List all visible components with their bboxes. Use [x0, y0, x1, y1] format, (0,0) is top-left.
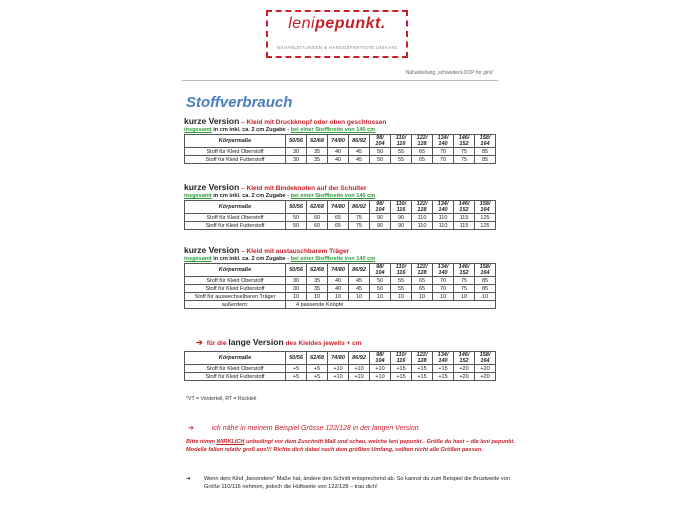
table-cell: 55 [391, 148, 412, 156]
column-header: 74/80 [328, 352, 349, 365]
section-short-snap [184, 116, 524, 164]
table-cell: 30 [286, 285, 307, 293]
table-cell: 45 [349, 285, 370, 293]
column-header: 74/80 [328, 135, 349, 148]
table-row [185, 148, 496, 156]
table-cell: 50 [286, 222, 307, 230]
row-label: Stoff für Kleid Oberstoff [185, 214, 286, 222]
table-cell: 40 [328, 148, 349, 156]
table-cell: 35 [307, 285, 328, 293]
table-cell: 115 [454, 222, 475, 230]
column-header: 50/56 [286, 135, 307, 148]
table-cell: 40 [328, 277, 349, 285]
column-header: 74/80 [328, 264, 349, 277]
column-header: 110/ 116 [391, 352, 412, 365]
column-header: 98/ 104 [370, 352, 391, 365]
table-cell: 90 [391, 222, 412, 230]
table-cell: 85 [475, 156, 496, 164]
row-label: Stoff für Kleid Futterstoff [185, 285, 286, 293]
table-row [185, 214, 496, 222]
table-cell: +20 [475, 365, 496, 373]
table-cell: +20 [454, 365, 475, 373]
table-cell: 85 [475, 148, 496, 156]
column-header: 146/ 152 [454, 135, 475, 148]
section-title: kurze Version – Kleid mit Bindeknoten auf der Schulter [184, 182, 367, 192]
column-header: 62/68 [307, 352, 328, 365]
table-cell: 45 [349, 156, 370, 164]
column-header: 98/ 104 [370, 201, 391, 214]
table-cell: 30 [286, 277, 307, 285]
row-label: Stoff für auswechselbaren Träger [185, 293, 286, 301]
table-row [185, 301, 496, 309]
row-label: Stoff für Kleid Futterstoff [185, 222, 286, 230]
table-cell: 110 [412, 214, 433, 222]
column-header: Körpermaße [185, 201, 286, 214]
table-cell: +10 [349, 365, 370, 373]
table-cell: 50 [370, 285, 391, 293]
table-cell: 85 [475, 277, 496, 285]
column-header: 50/56 [286, 201, 307, 214]
column-header: 146/ 152 [454, 201, 475, 214]
table-row [185, 293, 496, 301]
logo-tagline: NÄHANLEITUNGEN & HANDGEFERTIGTE UNIKATE [276, 45, 398, 50]
column-header: 158/ 164 [475, 135, 496, 148]
section-short-strap [184, 245, 524, 309]
table-cell: 10 [328, 293, 349, 301]
table-cell: 75 [454, 148, 475, 156]
column-header: 86/92 [349, 264, 370, 277]
table-cell: 50 [370, 156, 391, 164]
section-note: insgesamt in cm inkl. ca. 2 cm Zugabe - bei einer Stoffbreite von 140 cm [184, 193, 376, 199]
column-header: 62/68 [307, 135, 328, 148]
row-label: Stoff für Kleid Futterstoff [185, 156, 286, 164]
column-header: 134/ 140 [433, 264, 454, 277]
table-cell: 110 [412, 222, 433, 230]
fabric-table [184, 263, 496, 309]
footnote: *VT = Vorderteil, RT = Rückteil [186, 396, 257, 402]
table-cell: +10 [370, 373, 391, 381]
column-header: 86/92 [349, 352, 370, 365]
table-cell: 75 [349, 222, 370, 230]
table-cell: 90 [370, 214, 391, 222]
arrow-right-icon: ➔ [188, 425, 194, 432]
column-header: 110/ 116 [391, 135, 412, 148]
table-cell: 65 [412, 277, 433, 285]
table-cell: 35 [307, 277, 328, 285]
table-cell: 75 [454, 277, 475, 285]
table-cell: 35 [307, 156, 328, 164]
table-cell: 55 [391, 156, 412, 164]
page-title: Stoffverbrauch [186, 94, 293, 111]
column-header: 62/68 [307, 264, 328, 277]
table-cell: +5 [286, 365, 307, 373]
table-row [185, 373, 496, 381]
column-header: 158/ 164 [475, 264, 496, 277]
table-cell: 35 [307, 148, 328, 156]
table-cell: 125 [475, 214, 496, 222]
table-cell: 60 [307, 214, 328, 222]
table-cell: +15 [391, 365, 412, 373]
row-label: Stoff für Kleid Oberstoff [185, 277, 286, 285]
tip-text: ➔ Wenn dein Kind „besondere“ Maße hat, ändere den Schnitt entsprechend ab. So kannst du zum Beispiel die Brustweite von Größe 110/116 nehmen, jedoch die Hüftweite von 122/128 – trau dich! [186, 476, 510, 490]
table-header-row [185, 352, 496, 365]
column-header: 122/ 128 [412, 201, 433, 214]
fabric-table [184, 200, 496, 230]
table-header-row [185, 201, 496, 214]
column-header: 62/68 [307, 201, 328, 214]
table-cell: +10 [328, 365, 349, 373]
table-cell: +5 [286, 373, 307, 381]
section-note: insgesamt in cm inkl. ca. 2 cm Zugabe - bei einer Stoffbreite von 140 cm [184, 256, 376, 262]
column-header: 110/ 116 [391, 201, 412, 214]
table-cell: 75 [454, 156, 475, 164]
column-header: Körpermaße [185, 352, 286, 365]
warning-text: Bitte nimm WIRKLICH unbedingt vor dem Zuschnitt Maß und schau, welche leni pepunkt.- Größe du hast – die leni pepunkt. Modelle fallen relativ groß aus!!! Richte dich dabei nach dem größten Umfang, sollten nicht alle Größen passen. [186, 439, 515, 453]
section-title: ➔ für die lange Version des Kleides jeweils + cm [196, 337, 362, 347]
arrow-right-icon: ➔ [186, 476, 191, 482]
table-cell: +15 [412, 373, 433, 381]
table-cell: 10 [475, 293, 496, 301]
table-cell: 65 [328, 214, 349, 222]
column-header: 50/56 [286, 264, 307, 277]
example-note: ➔ ich nähe in meinem Beispiel Grösse 122/128 in der langen Version [188, 425, 419, 432]
column-header: 146/ 152 [454, 352, 475, 365]
table-cell: +20 [454, 373, 475, 381]
table-cell: 75 [349, 214, 370, 222]
table-cell: 50 [370, 148, 391, 156]
arrow-right-icon: ➔ [196, 338, 203, 347]
logo [266, 10, 408, 58]
table-cell: 10 [307, 293, 328, 301]
logo-wordmark: lenipepunkt. [288, 15, 386, 32]
table-cell: 50 [286, 214, 307, 222]
column-header: Körpermaße [185, 264, 286, 277]
row-label: Stoff für Kleid Oberstoff [185, 365, 286, 373]
table-cell: 10 [391, 293, 412, 301]
column-header: 98/ 104 [370, 135, 391, 148]
table-cell: 85 [475, 285, 496, 293]
column-header: 158/ 164 [475, 201, 496, 214]
section-note: insgesamt in cm inkl. ca. 2 cm Zugabe - bei einer Stoffbreite von 140 cm [184, 127, 376, 133]
section-long-version [184, 337, 524, 381]
table-cell: 65 [328, 222, 349, 230]
table-row [185, 156, 496, 164]
column-header: 122/ 128 [412, 352, 433, 365]
table-cell: 110 [433, 214, 454, 222]
column-header: 134/ 140 [433, 352, 454, 365]
table-cell: 110 [433, 222, 454, 230]
table-header-row [185, 135, 496, 148]
table-cell: 30 [286, 156, 307, 164]
column-header: 86/92 [349, 201, 370, 214]
table-cell: 125 [475, 222, 496, 230]
table-cell: 70 [433, 148, 454, 156]
table-row [185, 222, 496, 230]
table-cell: +10 [349, 373, 370, 381]
section-title: kurze Version – Kleid mit Druckknopf oder oben geschlossen [184, 116, 387, 126]
column-header: 74/80 [328, 201, 349, 214]
table-cell: 10 [349, 293, 370, 301]
section-title: kurze Version – Kleid mit austauschbarem Träger [184, 245, 350, 255]
row-label: Stoff für Kleid Oberstoff [185, 148, 286, 156]
table-cell: +15 [412, 365, 433, 373]
table-cell: 10 [433, 293, 454, 301]
table-cell: 10 [370, 293, 391, 301]
table-cell: 65 [412, 148, 433, 156]
column-header: 98/ 104 [370, 264, 391, 277]
table-cell: 10 [412, 293, 433, 301]
table-cell: 45 [349, 277, 370, 285]
column-header: 134/ 140 [433, 135, 454, 148]
table-cell: 70 [433, 277, 454, 285]
table-cell: +20 [475, 373, 496, 381]
table-cell: +5 [307, 373, 328, 381]
column-header: 134/ 140 [433, 201, 454, 214]
table-row [185, 285, 496, 293]
table-cell: +15 [433, 373, 454, 381]
table-cell: 50 [370, 277, 391, 285]
table-cell: 30 [286, 148, 307, 156]
table-cell: 55 [391, 285, 412, 293]
table-cell: 90 [370, 222, 391, 230]
table-cell: 4 passende Knöpfe [286, 301, 496, 309]
table-cell: 90 [391, 214, 412, 222]
table-cell: 115 [454, 214, 475, 222]
fabric-table [184, 351, 496, 381]
table-row [185, 277, 496, 285]
table-row [185, 365, 496, 373]
table-cell: 70 [433, 285, 454, 293]
table-cell: +15 [391, 373, 412, 381]
table-cell: 55 [391, 277, 412, 285]
header-credit: Nähanleitung „schwedenLOOP for girls“ [405, 70, 494, 76]
column-header: 86/92 [349, 135, 370, 148]
table-cell: 65 [412, 285, 433, 293]
table-cell: 65 [412, 156, 433, 164]
table-cell: +10 [370, 365, 391, 373]
table-cell: 60 [307, 222, 328, 230]
table-cell: 40 [328, 156, 349, 164]
table-cell: 10 [454, 293, 475, 301]
header-divider [182, 80, 498, 81]
table-cell: 10 [286, 293, 307, 301]
table-cell: +5 [307, 365, 328, 373]
fabric-table [184, 134, 496, 164]
column-header: Körpermaße [185, 135, 286, 148]
column-header: 158/ 164 [475, 352, 496, 365]
column-header: 110/ 116 [391, 264, 412, 277]
table-cell: 75 [454, 285, 475, 293]
section-short-knot [184, 182, 524, 230]
table-cell: 70 [433, 156, 454, 164]
table-cell: 45 [349, 148, 370, 156]
column-header: 50/56 [286, 352, 307, 365]
column-header: 146/ 152 [454, 264, 475, 277]
row-label: außerdem: [185, 301, 286, 309]
column-header: 122/ 128 [412, 135, 433, 148]
column-header: 122/ 128 [412, 264, 433, 277]
table-cell: 40 [328, 285, 349, 293]
table-cell: +10 [328, 373, 349, 381]
row-label: Stoff für Kleid Futterstoff [185, 373, 286, 381]
table-header-row [185, 264, 496, 277]
table-cell: +15 [433, 365, 454, 373]
